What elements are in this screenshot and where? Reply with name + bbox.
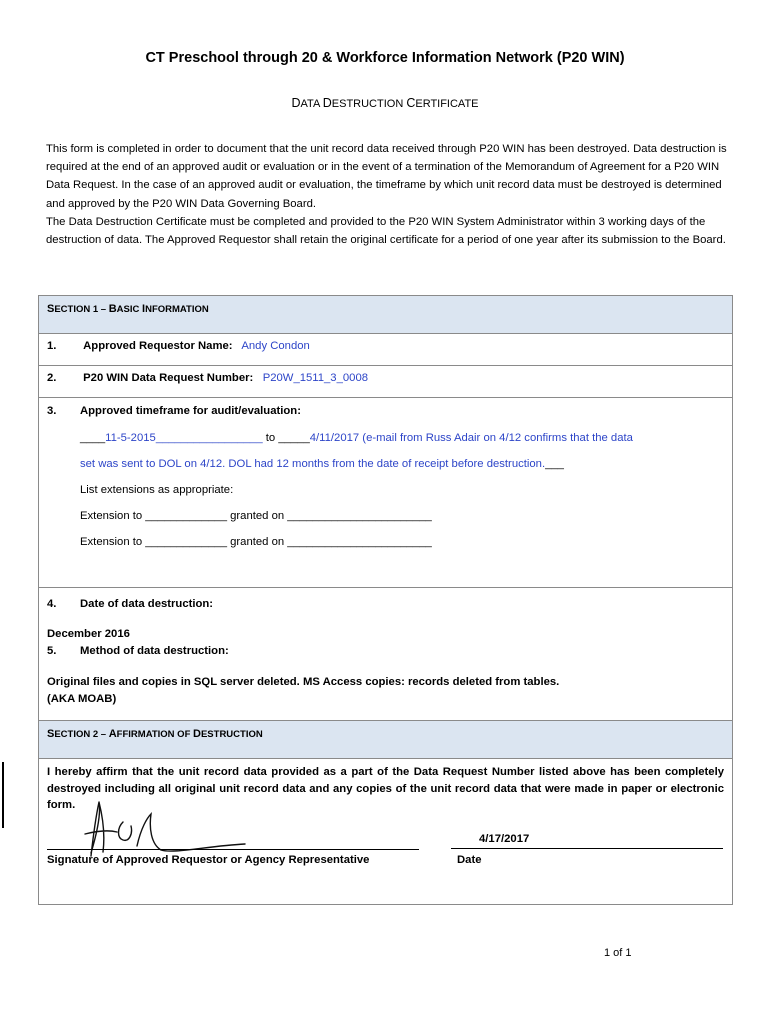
section-2-header: SECTION 2 – AFFIRMATION OF DESTRUCTION (39, 721, 733, 759)
extensions-label: List extensions as appropriate: (80, 484, 234, 496)
timeframe-row: 3. Approved timeframe for audit/evaluation: ____11-5-2015_________________ to _____4/11/2017 (e-mail from Russ Adair on 4/12 confirms that the data set was sent to DOL on 4/12. DOL had 12 months from the date of receipt before destruction.___ List extensions as appropriate: Extension to _____________ granted on _______________________ Extension to _____________ granted on _______________________ (39, 398, 733, 588)
signature-line[interactable] (47, 849, 419, 850)
signature-caption: Signature of Approved Requestor or Agency Representative (47, 854, 370, 866)
requestor-name-value[interactable]: Andy Condon (241, 340, 310, 352)
page-title: CT Preschool through 20 & Workforce Information Network (P20 WIN) (145, 50, 625, 66)
timeframe-value[interactable]: ____11-5-2015_________________ to _____4/11/2017 (e-mail from Russ Adair on 4/12 confirms that the data (80, 432, 633, 444)
certificate-form (38, 295, 733, 905)
requestor-name-row: 1. Approved Requestor Name: Andy Condon (39, 334, 733, 366)
intro-paragraph-1: This form is completed in order to document that the unit record data received through P20 WIN has been destroyed. Data destruction is required at the end of an approved audit or evaluation or in the event of a termination of the Memorandum of Agreement for a P20 WIN Data Request. In the case of an approved audit or evaluation, the timeframe by which unit record data must be destroyed is determined and approved by the P20 WIN Data Governing Board. (46, 143, 727, 210)
destruction-date-value[interactable]: December 2016 (47, 628, 130, 640)
scan-margin-mark (2, 762, 4, 828)
intro-paragraph-2: The Data Destruction Certificate must be completed and provided to the P20 WIN System Administrator within 3 working days of the destruction of data. The Approved Requestor shall retain the original certificate for a period of one year after its submission to the Board. (46, 215, 726, 247)
request-number-row: 2. P20 WIN Data Request Number: P20W_1511_3_0008 (39, 366, 733, 398)
extension-1[interactable]: Extension to _____________ granted on _______________________ (80, 510, 432, 522)
certificate-title: DATA DESTRUCTION CERTIFICATE (291, 96, 479, 110)
extension-2[interactable]: Extension to _____________ granted on _______________________ (80, 536, 432, 548)
timeframe-label: Approved timeframe for audit/evaluation: (80, 405, 301, 417)
signature-date-field[interactable]: 4/17/2017 (451, 833, 723, 849)
request-number-value[interactable]: P20W_1511_3_0008 (262, 372, 369, 384)
affirmation-row (39, 759, 733, 905)
requestor-name-label: Approved Requestor Name: (83, 340, 233, 352)
destruction-method-value[interactable]: Original files and copies in SQL server deleted. MS Access copies: records deleted from tables. (47, 676, 560, 688)
section-1-header: SECTION 1 – BASIC INFORMATION (39, 296, 733, 334)
destruction-date-label: Date of data destruction: (80, 598, 214, 610)
date-caption: Date (457, 854, 482, 866)
affirmation-text: I hereby affirm that the unit record data provided as a part of the Data Request Number listed above has been completely destroyed including all original unit record data and any copies of the unit record data that were made in paper or electronic form. (47, 766, 724, 811)
intro-text (46, 140, 732, 249)
page-number: 1 of 1 (604, 947, 632, 959)
destruction-method-label: Method of data destruction: (80, 645, 229, 657)
destruction-method-value-line2[interactable]: (AKA MOAB) (47, 693, 117, 705)
timeframe-value-line2[interactable]: set was sent to DOL on 4/12. DOL had 12 months from the date of receipt before destruction.___ (80, 458, 564, 470)
destruction-row: 4. Date of data destruction: December 2016 5. Method of data destruction: Original files and copies in SQL server deleted. MS Access copies: records deleted from tables. (AKA MOAB) (39, 588, 733, 721)
request-number-label: P20 WIN Data Request Number: (83, 372, 254, 384)
